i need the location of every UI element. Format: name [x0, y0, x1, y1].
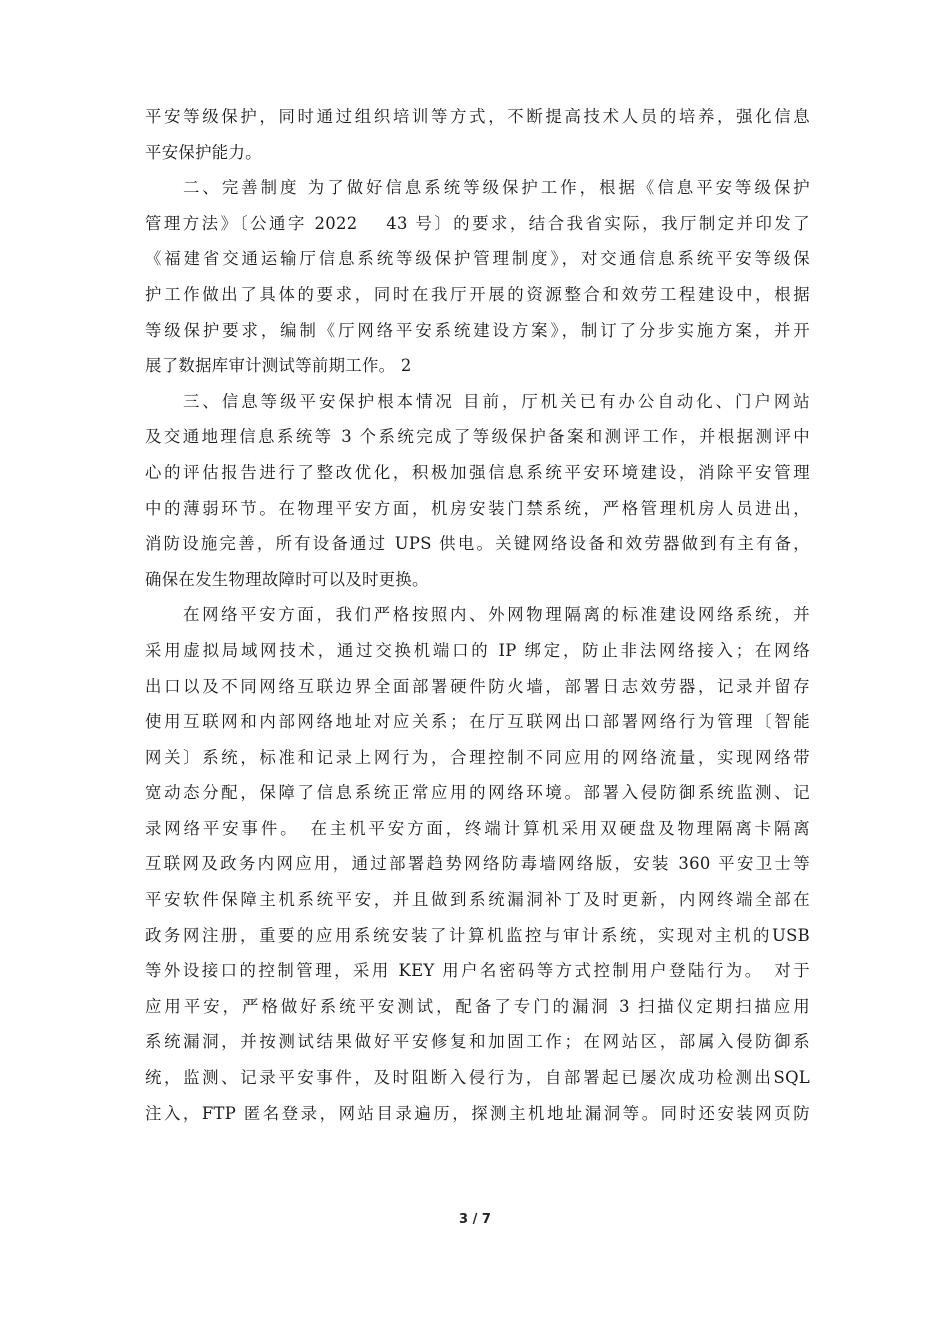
text-line: 采用虚拟局域网技术，通过交换机端口的 IP 绑定，防止非法网络接入；在网络 — [145, 640, 810, 660]
text-line: 在网络平安方面，我们严格按照内、外网物理隔离的标准建设网络系统，并 — [183, 605, 810, 625]
text-line: 确保在发生物理故障时可以及时更换。 — [145, 569, 429, 589]
text-line: 等外设接口的控制管理，采用 KEY 用户名密码等方式控制用户登陆行为。 对于 — [145, 961, 810, 981]
text-line: 及交通地理信息系统等 3 个系统完成了等级保护备案和测评工作，并根据测评中 — [145, 427, 810, 447]
text-line: 网关〕系统，标准和记录上网行为，合理控制不同应用的网络流量，实现网络带 — [145, 747, 810, 767]
text-line: 注入，FTP 匿名登录，网站目录遍历，探测主机地址漏洞等。同时还安装网页防 — [145, 1103, 810, 1123]
text-line: 平安等级保护，同时通过组织培训等方式，不断提高技术人员的培养，强化信息 — [145, 107, 810, 126]
text-line: 录网络平安事件。 在主机平安方面，终端计算机采用双硬盘及物理隔离卡隔离 — [145, 818, 810, 838]
text-line: 平安软件保障主机系统平安，并且做到系统漏洞补丁及时更新，内网终端全部在 — [145, 890, 810, 910]
text-line: 出口以及不同网络互联边界全面部署硬件防火墙，部署日志效劳器，记录并留存 — [145, 676, 810, 696]
text-line: 使用互联网和内部网络地址对应关系；在厅互联网出口部署网络行为管理〔智能 — [145, 712, 810, 732]
text-line: 展了数据库审计测试等前期工作。 2 — [145, 356, 412, 376]
text-line: 消防设施完善，所有设备通过 UPS 供电。关键网络设备和效劳器做到有主有备， — [145, 534, 810, 554]
text-line: 护工作做出了具体的要求，同时在我厅开展的资源整合和效劳工程建设中，根据 — [145, 284, 810, 304]
text-line: 系统漏洞，并按测试结果做好平安修复和加固工作；在网站区，部属入侵防御系 — [145, 1032, 810, 1052]
text-line: 中的薄弱环节。在物理平安方面，机房安装门禁系统，严格管理机房人员进出， — [145, 498, 810, 518]
text-line: 三、信息等级平安保护根本情况 目前，厅机关已有办公自动化、门户网站 — [183, 391, 810, 411]
text-line: 平安保护能力。 — [145, 142, 262, 162]
page-number: 3 / 7 — [459, 1212, 491, 1227]
text-line: 心的评估报告进行了整改优化，积极加强信息系统平安环境建设，消除平安管理 — [145, 462, 810, 482]
text-line: 应用平安，严格做好系统平安测试，配备了专门的漏洞 3 扫描仪定期扫描应用 — [145, 996, 810, 1016]
text-line: 《福建省交通运输厅信息系统等级保护管理制度》，对交通信息系统平安等级保 — [145, 249, 810, 269]
text-line: 等级保护要求，编制《厅网络平安系统建设方案》，制订了分步实施方案，并开 — [145, 320, 810, 340]
text-line: 二、完善制度 为了做好信息系统等级保护工作，根据《信息平安等级保护 — [183, 178, 810, 198]
text-line: 统，监测、记录平安事件，及时阻断入侵行为，自部署起已屡次成功检测出SQL — [145, 1068, 810, 1088]
text-line: 政务网注册，重要的应用系统安装了计算机监控与审计系统，实现对主机的USB — [145, 925, 810, 945]
text-line: 宽动态分配，保障了信息系统正常应用的网络环境。部署入侵防御系统监测、记 — [145, 783, 810, 803]
text-line: 管理方法》〔公通字 2022 43 号〕的要求，结合我省实际，我厅制定并印发了 — [145, 213, 810, 233]
text-line: 互联网及政务内网应用，通过部署趋势网络防毒墙网络版，安装 360 平安卫士等 — [145, 854, 810, 874]
body-text — [145, 99, 810, 1131]
